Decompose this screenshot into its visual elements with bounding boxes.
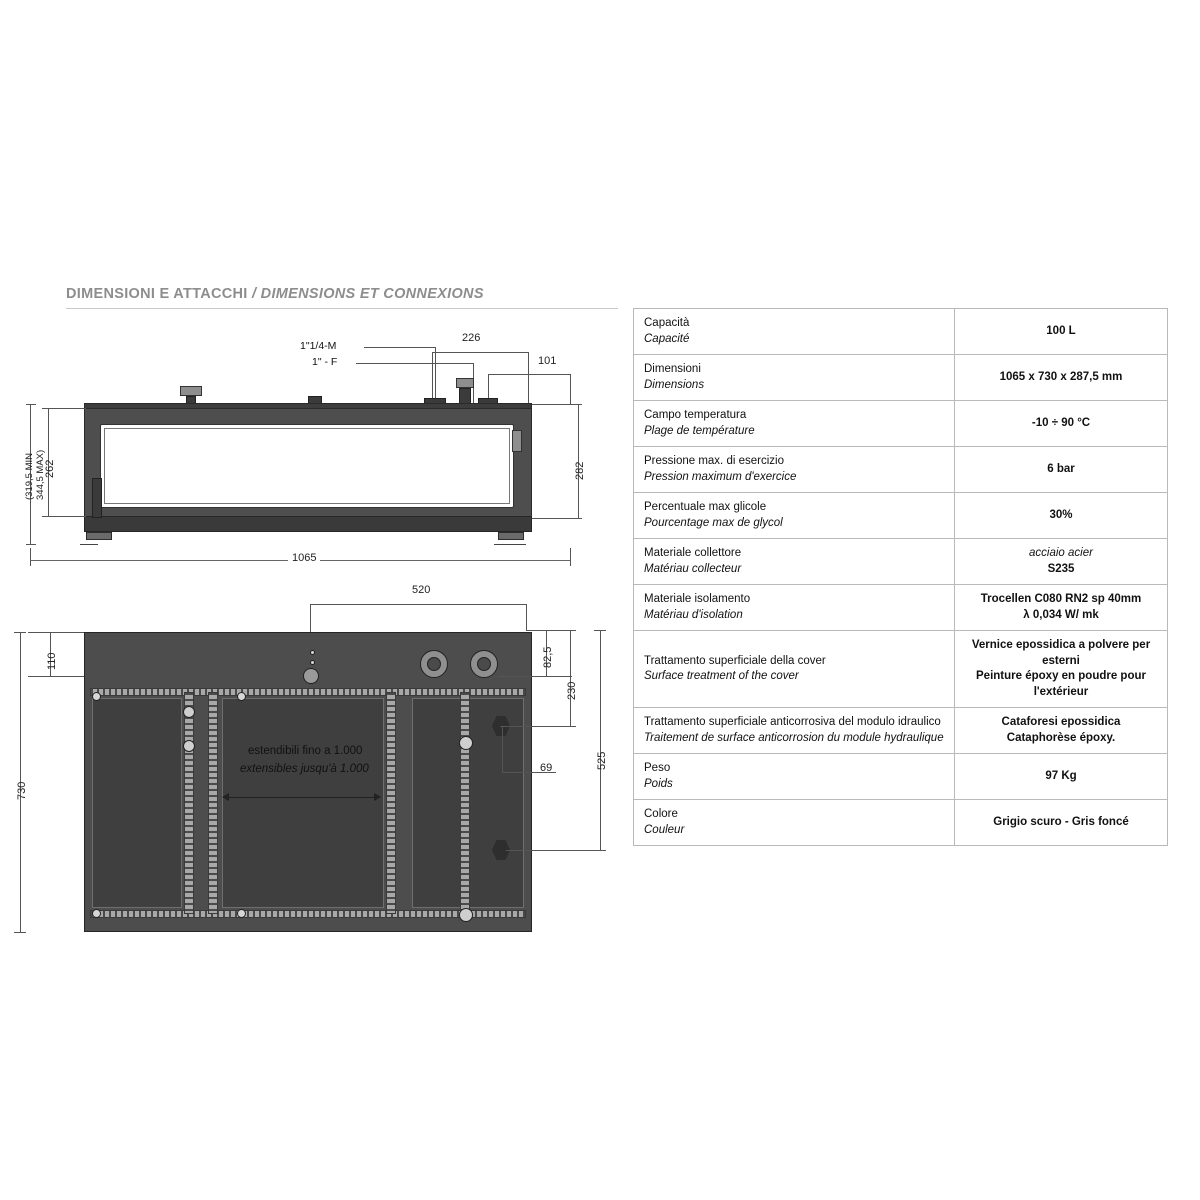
plan-port-large-left-bore [427, 657, 441, 671]
dim-101: 101 [538, 355, 557, 367]
value-line: S235 [1047, 562, 1075, 575]
label-it: Trattamento superficiale anticorrosiva del modulo idraulico [644, 716, 941, 729]
label-fr: Surface treatment of the cover [644, 670, 799, 683]
value-line: 97 Kg [1045, 770, 1077, 783]
dim-730: 730 [16, 781, 28, 800]
section-title-separator: / [251, 286, 257, 302]
plan-corner-bolt-tm [237, 692, 246, 701]
value-line: Trocellen C080 RN2 sp 40mm [980, 593, 1142, 606]
row-value [955, 447, 1168, 493]
value-line: 30% [1049, 508, 1073, 521]
foot-left [86, 532, 112, 540]
value-line: 1065 x 730 x 287,5 mm [999, 370, 1123, 383]
plan-vrail-3 [386, 692, 396, 914]
label-it: Materiale isolamento [644, 593, 751, 606]
label-fr: Matériau collecteur [644, 562, 742, 575]
value-line: Vernice epossidica a polvere per esterni [971, 639, 1151, 667]
value-line: Grigio scuro - Gris foncé [993, 816, 1129, 829]
side-view-left-bracket [92, 478, 102, 518]
specifications-table [633, 308, 1168, 846]
dim-319-min: (319,5 MIN [24, 453, 35, 500]
fitting-right-neck [459, 388, 471, 404]
row-label [634, 708, 955, 754]
row-value [955, 754, 1168, 800]
row-value [955, 355, 1168, 401]
dim-282: 282 [574, 461, 586, 480]
row-value [955, 708, 1168, 754]
table-row [634, 309, 1168, 355]
dim-262: 262 [44, 459, 56, 478]
section-title [66, 286, 484, 302]
note-extendable-it: estendibili fino a 1.000 [248, 745, 363, 757]
label-fr: Pourcentage max de glycol [644, 516, 783, 529]
note-extendable-fr: extensibles jusqu'à 1.000 [240, 763, 369, 775]
plan-vrail-4 [460, 692, 470, 914]
plan-port-small [303, 668, 319, 684]
plan-hole-2 [310, 660, 315, 665]
label-fr: Poids [644, 777, 673, 790]
plan-pivot-2 [183, 740, 195, 752]
label-it: Colore [644, 808, 678, 821]
table-row [634, 401, 1168, 447]
label-it: Percentuale max glicole [644, 501, 767, 514]
row-value [955, 539, 1168, 585]
label-fr: Dimensions [644, 378, 705, 391]
table-row [634, 631, 1168, 708]
label-it: Materiale collettore [644, 547, 742, 560]
row-value [955, 493, 1168, 539]
table-row [634, 447, 1168, 493]
row-label [634, 447, 955, 493]
dim-69: 69 [540, 762, 553, 774]
value-line: -10 ÷ 90 °C [1031, 416, 1091, 429]
side-view-inner-outline [104, 428, 510, 504]
plan-panel-left [92, 698, 182, 908]
fitting-right-top [456, 378, 474, 388]
plan-vrail-2 [208, 692, 218, 914]
row-label [634, 539, 955, 585]
value-line: Cataphorèse époxy. [1006, 731, 1116, 744]
dim-344-max: 344,5 MAX) [35, 449, 46, 500]
plan-port-large-right-bore [477, 657, 491, 671]
plan-corner-bolt-bm [237, 909, 246, 918]
label-it: Dimensioni [644, 363, 701, 376]
value-line: 6 bar [1047, 462, 1075, 475]
dim-520: 520 [412, 584, 431, 596]
label-fr: Matériau d'isolation [644, 608, 743, 621]
section-title-fr: DIMENSIONS ET CONNEXIONS [260, 286, 484, 302]
label-it: Pressione max. di esercizio [644, 455, 784, 468]
dim-110: 110 [46, 652, 58, 670]
label-fr: Capacité [644, 332, 690, 345]
table-row [634, 539, 1168, 585]
label-it: Capacità [644, 317, 690, 329]
dim-230: 230 [566, 681, 578, 700]
value-line: λ 0,034 W/ mk [1023, 608, 1099, 621]
plan-pivot-1 [183, 706, 195, 718]
table-row [634, 708, 1168, 754]
section-title-rule [66, 308, 618, 309]
row-label [634, 309, 955, 355]
label-fr: Pression maximum d'exercice [644, 470, 797, 483]
table-row [634, 800, 1168, 846]
foot-right [498, 532, 524, 540]
callout-1-f: 1" - F [312, 356, 338, 368]
plan-vrail-1 [184, 692, 194, 914]
section-title-it: DIMENSIONI E ATTACCHI [66, 286, 248, 302]
value-line: l'extérieur [1033, 685, 1089, 698]
callout-1-1-4-m: 1"1/4-M [300, 340, 337, 352]
value-line: 100 L [1046, 324, 1076, 337]
fitting-left-top [180, 386, 202, 396]
label-it: Campo temperatura [644, 409, 747, 422]
row-value [955, 585, 1168, 631]
plan-pivot-4 [459, 908, 473, 922]
plan-hole-1 [310, 650, 315, 655]
side-view-base [84, 516, 532, 532]
dim-226: 226 [462, 332, 481, 344]
plan-panel-center [222, 698, 384, 908]
label-it: Trattamento superficiale della cover [644, 654, 826, 667]
table-row [634, 585, 1168, 631]
label-it: Peso [644, 762, 671, 775]
row-value [955, 309, 1168, 355]
dim-82-5: 82,5 [542, 646, 554, 668]
label-fr: Plage de température [644, 424, 755, 437]
plan-corner-bolt-tl [92, 692, 101, 701]
value-line: Peinture époxy en poudre pour [976, 670, 1146, 683]
label-fr: Couleur [644, 823, 685, 836]
row-label [634, 754, 955, 800]
table-row [634, 493, 1168, 539]
value-line: acciaio acier [1029, 547, 1093, 560]
row-label [634, 631, 955, 708]
label-fr: Traitement de surface anticorrosion du module hydraulique [644, 731, 944, 744]
value-line: Cataforesi epossidica [1001, 716, 1121, 729]
specifications-table-body [634, 309, 1168, 846]
row-value [955, 401, 1168, 447]
row-label [634, 401, 955, 447]
side-view-right-port [512, 430, 522, 452]
table-row [634, 355, 1168, 401]
row-value [955, 631, 1168, 708]
row-value [955, 800, 1168, 846]
row-label [634, 800, 955, 846]
dim-525: 525 [596, 751, 608, 770]
dim-1065: 1065 [288, 552, 320, 564]
table-row [634, 754, 1168, 800]
plan-pivot-3 [459, 736, 473, 750]
row-label [634, 493, 955, 539]
row-label [634, 585, 955, 631]
plan-corner-bolt-bl [92, 909, 101, 918]
row-label [634, 355, 955, 401]
